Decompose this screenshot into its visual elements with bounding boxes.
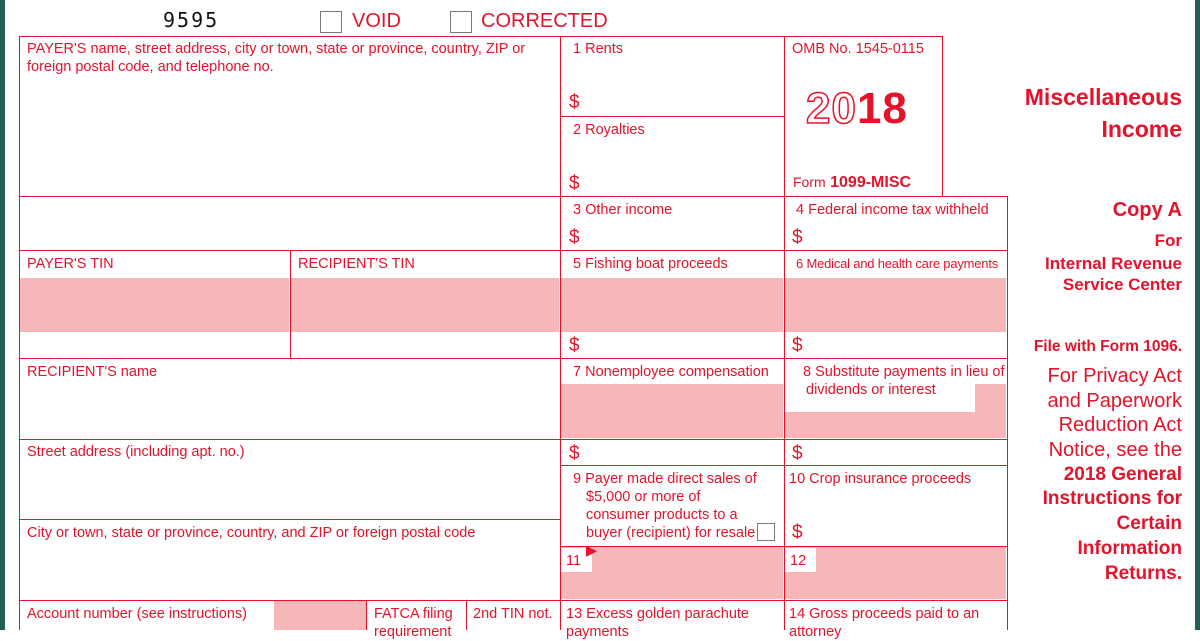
box14-attorney-label: 14 Gross proceeds paid to an attorney xyxy=(789,606,980,640)
box1-dollar: $ xyxy=(569,92,580,113)
box5-shade xyxy=(561,278,783,332)
city-label: City or town, state or province, country, and ZIP or foreign postal code xyxy=(27,525,476,541)
payer-tin-shade xyxy=(20,278,289,332)
rule xyxy=(19,439,1008,440)
tax-year-outline: 20 xyxy=(806,84,857,133)
box6-shade xyxy=(785,278,1006,332)
copy-label: Copy A xyxy=(1112,199,1182,221)
payer-tin-label: PAYER'S TIN xyxy=(27,256,114,272)
rule xyxy=(19,36,942,37)
instructions-line2: Instructions for xyxy=(1042,488,1182,509)
box8-dollar: $ xyxy=(792,443,803,464)
privacy-line4: Notice, see the xyxy=(1048,439,1182,461)
instructions-line1: 2018 General xyxy=(1063,464,1182,485)
omb-number: OMB No. 1545-0115 xyxy=(792,41,924,57)
rule xyxy=(19,358,1008,359)
rule xyxy=(19,196,1008,197)
box2-dollar: $ xyxy=(569,173,580,194)
rule xyxy=(560,116,784,117)
file-with-label: File with Form 1096. xyxy=(1033,338,1182,355)
box12-label: 12 xyxy=(790,553,807,569)
box10-crop-label: 10 Crop insurance proceeds xyxy=(789,471,972,487)
box6-medical-label: 6 Medical and health care payments xyxy=(796,256,999,271)
form-name: 1099-MISC xyxy=(830,174,912,191)
box6-dollar: $ xyxy=(792,335,803,356)
rule xyxy=(19,600,1008,601)
box7-shade xyxy=(561,384,783,438)
form-title-line2: Income xyxy=(1101,116,1182,142)
rule xyxy=(19,36,20,630)
privacy-line3: Reduction Act xyxy=(1058,414,1182,436)
rule xyxy=(560,36,561,630)
rule xyxy=(366,600,367,630)
void-label: VOID xyxy=(352,10,401,32)
instructions-line4: Information xyxy=(1077,538,1182,559)
rule xyxy=(290,250,291,358)
fatca-label: FATCA filing requirement xyxy=(374,606,453,640)
box4-dollar: $ xyxy=(792,227,803,248)
second-tin-label: 2nd TIN not. xyxy=(473,606,553,622)
recipient-tin-shade xyxy=(291,278,559,332)
box12-shade xyxy=(785,547,1006,599)
rule xyxy=(942,36,943,196)
box7-dollar: $ xyxy=(569,443,580,464)
recipient-tin-label: RECIPIENT'S TIN xyxy=(298,256,415,272)
box13-golden-parachute-label: 13 Excess golden parachute payments xyxy=(566,606,749,640)
box8-substitute-label: 8 Substitute payments in lieu of dividends or interest xyxy=(803,364,1005,398)
tax-year-bold: 18 xyxy=(856,84,908,133)
corrected-label: CORRECTED xyxy=(481,10,608,32)
box5-fishing-label: 5 Fishing boat proceeds xyxy=(573,256,728,272)
form-title-line1: Miscellaneous xyxy=(1024,84,1182,110)
box9-direct-sales-label: 9 Payer made direct sales of $5,000 or more of consumer products to a buyer (recipient) for resale ▶ xyxy=(573,471,757,559)
rule xyxy=(19,250,1008,251)
form-designation xyxy=(793,174,911,192)
box3-other-income-label: 3 Other income xyxy=(573,202,673,218)
corrected-checkbox[interactable] xyxy=(450,11,472,33)
street-address-label: Street address (including apt. no.) xyxy=(27,444,245,460)
box8-shade xyxy=(785,412,1006,438)
instructions-line5: Returns. xyxy=(1104,563,1182,584)
privacy-line2: and Paperwork xyxy=(1047,390,1182,412)
box4-federal-tax-label: 4 Federal income tax withheld xyxy=(796,202,989,218)
box9-checkbox[interactable] xyxy=(757,523,775,541)
rule xyxy=(1007,196,1008,630)
recipient-name-label: RECIPIENT'S name xyxy=(27,364,158,380)
left-frame-border xyxy=(0,0,5,630)
for-label: For xyxy=(1154,231,1182,250)
box5-dollar: $ xyxy=(569,335,580,356)
payer-name-label: PAYER'S name, street address, city or town, state or province, country, ZIP or foreign postal code, and telephone no. xyxy=(27,41,526,75)
box1-rents-label: 1 Rents xyxy=(573,41,623,57)
instructions-line3: Certain xyxy=(1116,513,1182,534)
right-frame-border xyxy=(1195,0,1200,630)
void-checkbox[interactable] xyxy=(320,11,342,33)
rule xyxy=(784,36,785,630)
box11-label: 11 xyxy=(566,553,582,569)
form-code: 9595 xyxy=(163,8,220,32)
tax-year xyxy=(806,84,908,134)
privacy-line1: For Privacy Act xyxy=(1047,365,1182,387)
form-prefix: Form xyxy=(793,174,826,190)
box10-dollar: $ xyxy=(792,522,803,543)
account-number-label: Account number (see instructions) xyxy=(27,606,248,622)
box7-nonemployee-label: 7 Nonemployee compensation xyxy=(573,364,769,380)
irs-line2: Service Center xyxy=(1062,275,1182,294)
box3-dollar: $ xyxy=(569,227,580,248)
box2-royalties-label: 2 Royalties xyxy=(573,122,645,138)
rule xyxy=(19,519,560,520)
irs-line1: Internal Revenue xyxy=(1045,254,1182,273)
account-shade xyxy=(274,601,366,630)
rule xyxy=(466,600,467,630)
